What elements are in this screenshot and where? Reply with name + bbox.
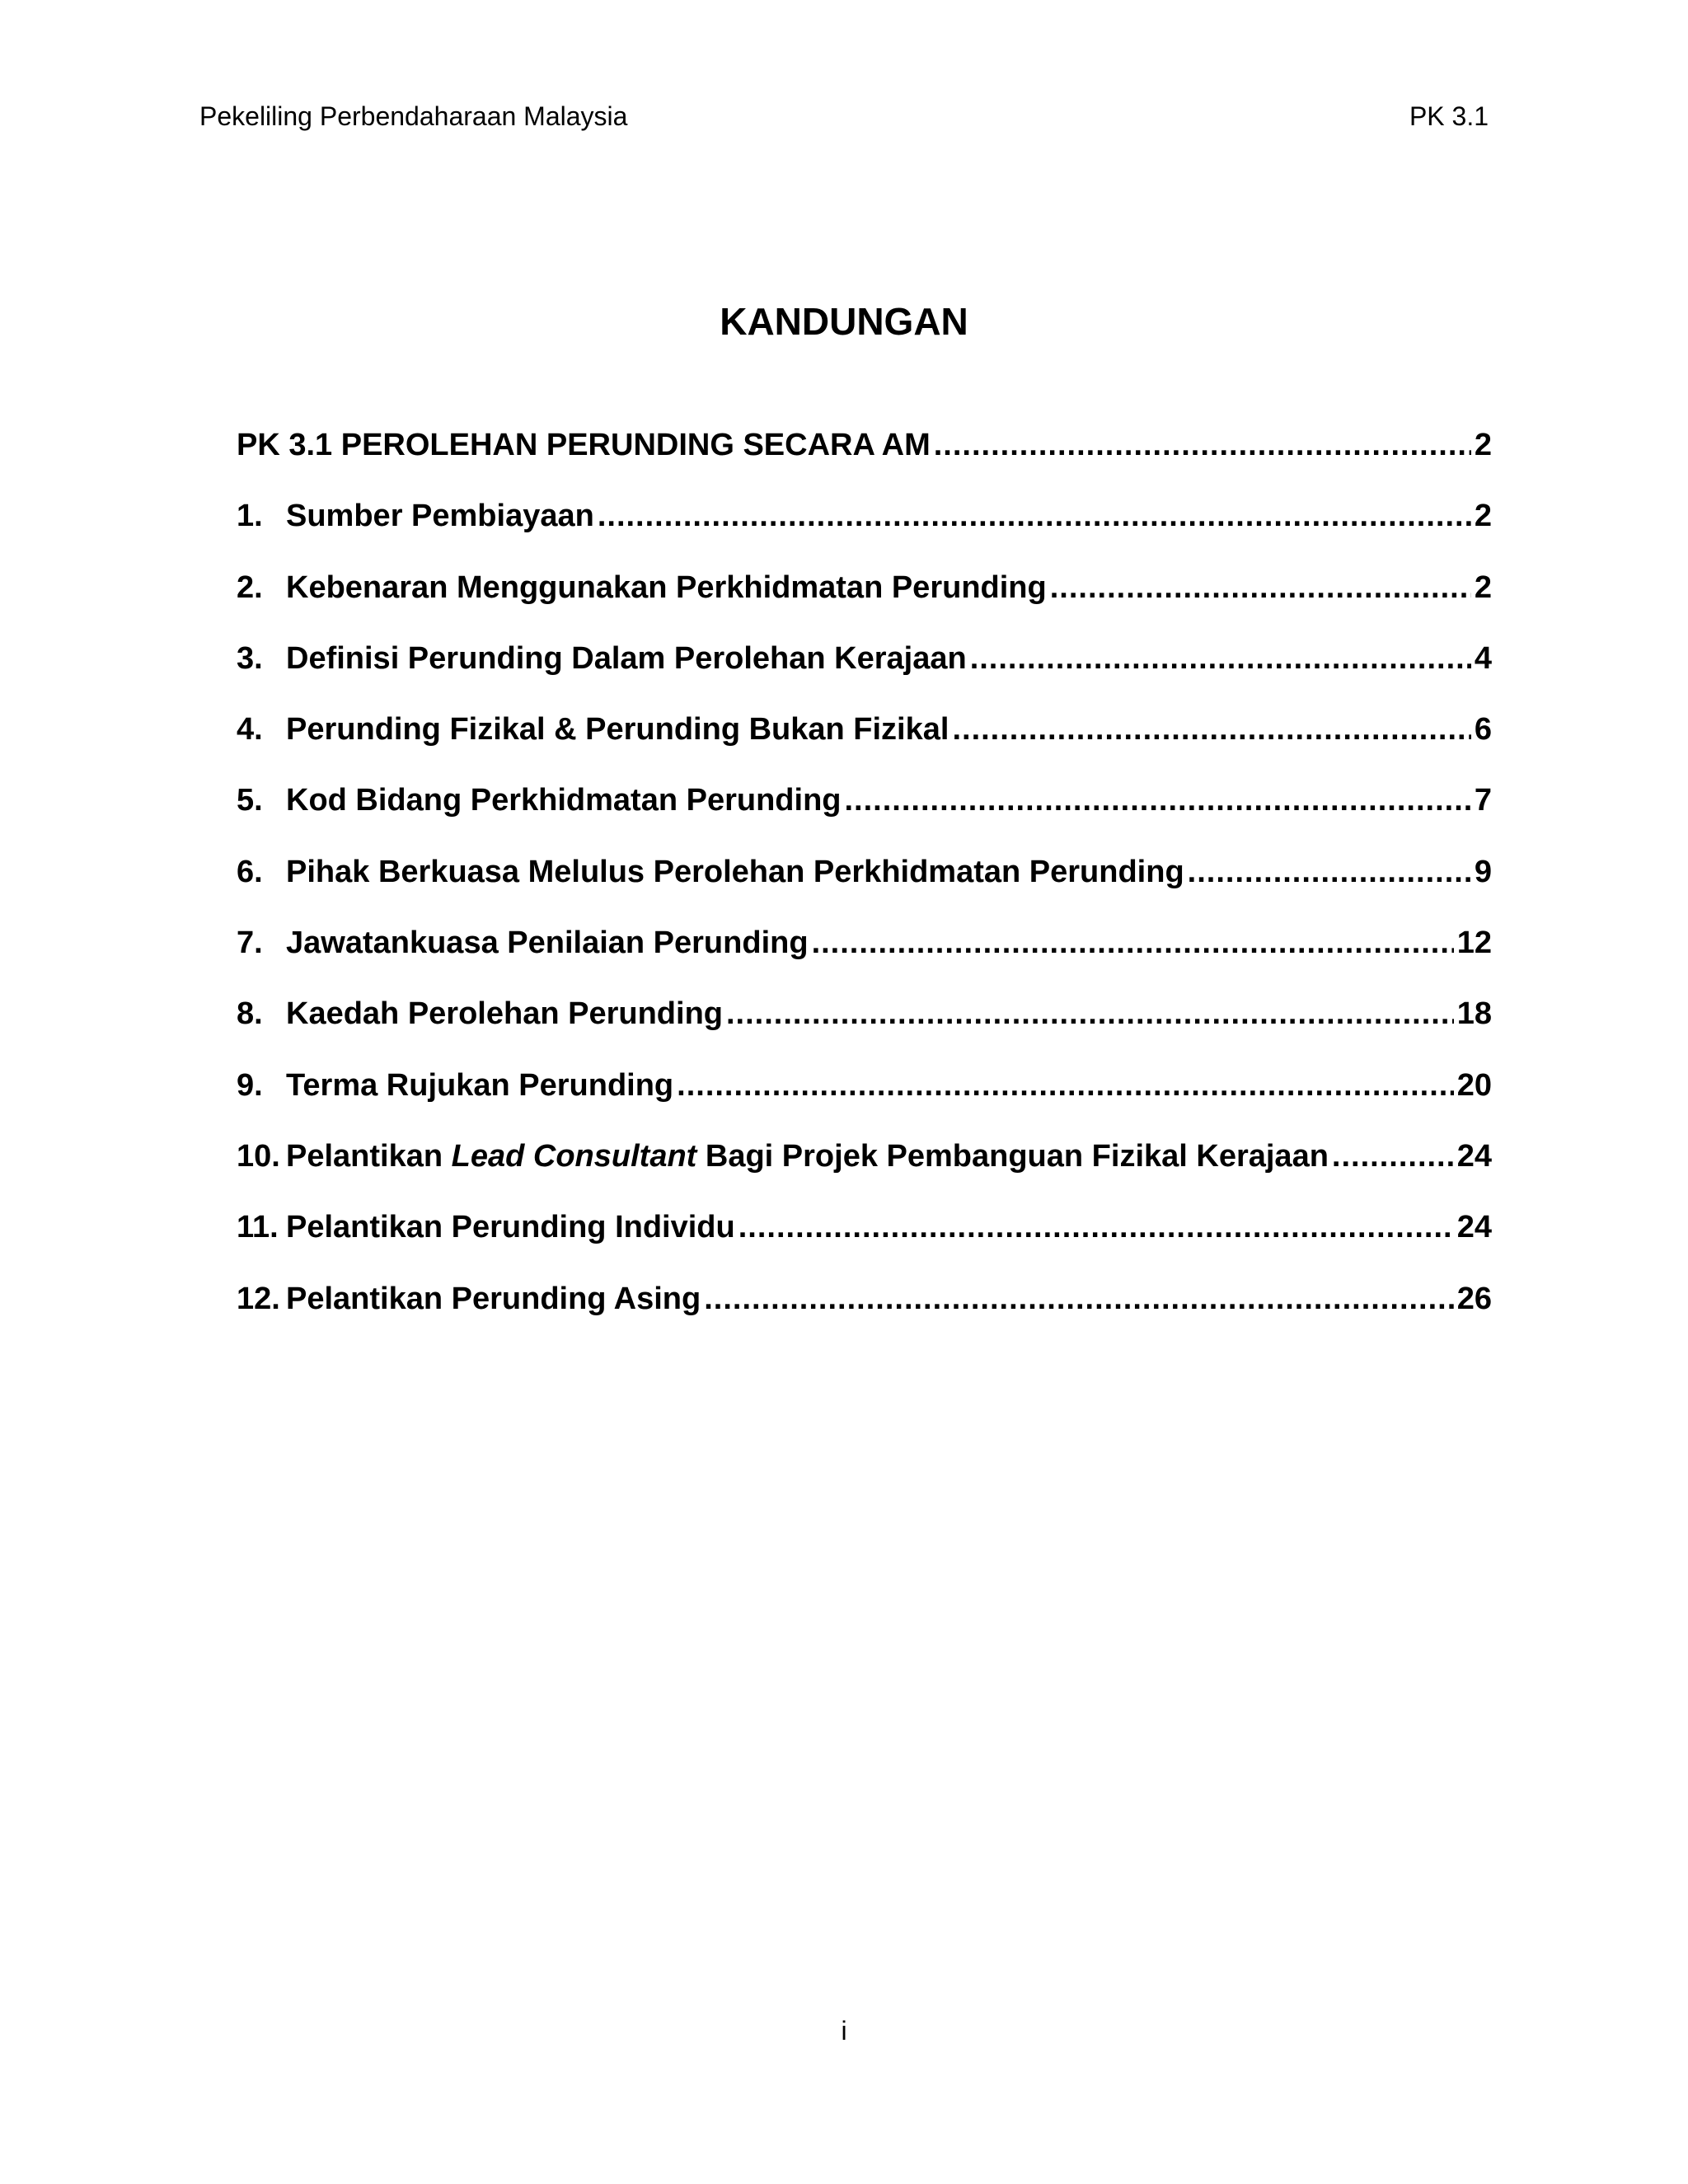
toc-entry-label: Perunding Fizikal & Perunding Bukan Fizikal [286, 712, 950, 748]
toc-leader-dots [738, 1201, 1454, 1254]
toc-entry-page: 26 [1456, 1281, 1492, 1316]
toc-entry[interactable] [237, 1059, 1492, 1130]
toc-entry-label: Definisi Perunding Dalam Perolehan Kerajaan [286, 640, 967, 676]
toc-entry-label: PK 3.1 PEROLEHAN PERUNDING SECARA AM [237, 428, 931, 462]
toc-entry-number: 1. [237, 499, 263, 534]
toc-entry-number: 11. [237, 1210, 279, 1245]
toc-entry-page: 12 [1456, 926, 1492, 961]
toc-entry-page: 20 [1456, 1067, 1492, 1103]
toc-leader-dots [1050, 561, 1471, 614]
toc-entry-number: 9. [237, 1067, 263, 1103]
toc-entry-page: 2 [1474, 569, 1492, 605]
toc-entry-label: Kaedah Perolehan Perunding [286, 996, 723, 1032]
toc-label-part: Pelantikan [286, 1138, 452, 1174]
toc-entry[interactable] [237, 987, 1492, 1058]
toc-entry[interactable] [237, 1130, 1492, 1201]
page-title: KANDUNGAN [720, 300, 968, 343]
toc-entry-page: 6 [1474, 712, 1492, 748]
toc-entry-number: 12. [237, 1281, 280, 1316]
toc-entry-label: Pelantikan Perunding Individu [286, 1210, 735, 1245]
toc-entry-page: 2 [1474, 499, 1492, 534]
toc-entry[interactable] [237, 703, 1492, 774]
toc-entry-number: 7. [237, 926, 263, 961]
toc-entry[interactable] [237, 1201, 1492, 1272]
toc-entry-label: Terma Rujukan Perunding [286, 1067, 674, 1103]
running-header-title: Pekeliling Perbendaharaan Malaysia [199, 101, 628, 131]
toc-leader-dots [845, 774, 1471, 827]
toc-entry-number: 2. [237, 569, 263, 605]
toc-entry[interactable] [237, 1272, 1492, 1343]
toc-entry[interactable] [237, 916, 1492, 987]
page-number: i [841, 2016, 847, 2046]
toc-entry-number: 6. [237, 854, 263, 889]
toc-leader-dots [598, 490, 1471, 542]
toc-entry-page: 24 [1456, 1138, 1492, 1174]
toc-leader-dots [1188, 846, 1471, 898]
toc-entry-number: 3. [237, 640, 263, 676]
toc-entry-page: 9 [1474, 854, 1492, 889]
toc-leader-dots [704, 1272, 1453, 1325]
toc-entry-label: Jawatankuasa Penilaian Perunding [286, 926, 809, 961]
toc-entry-page: 2 [1474, 428, 1492, 462]
toc-leader-dots [812, 916, 1454, 969]
toc-entry-number: 5. [237, 783, 263, 818]
toc-entry-label: Kebenaran Menggunakan Perkhidmatan Perunding [286, 569, 1047, 605]
toc-entry-main[interactable] [237, 419, 1492, 490]
toc-label-italic-part: Lead Consultant [451, 1138, 697, 1174]
table-of-contents [237, 419, 1492, 1343]
toc-entry-number: 10. [237, 1138, 280, 1174]
toc-entry-page: 4 [1474, 640, 1492, 676]
toc-entry-label: Pelantikan Perunding Asing [286, 1281, 701, 1316]
toc-entry-label [286, 1130, 1329, 1183]
toc-leader-dots [726, 987, 1454, 1040]
toc-entry[interactable] [237, 490, 1492, 560]
toc-entry-page: 18 [1456, 996, 1492, 1032]
toc-entry[interactable] [237, 561, 1492, 632]
toc-label-part: Bagi Projek Pembanguan Fizikal Kerajaan [696, 1138, 1329, 1174]
toc-leader-dots [970, 632, 1471, 685]
toc-leader-dots [934, 419, 1471, 471]
toc-leader-dots [677, 1059, 1454, 1112]
toc-entry[interactable] [237, 632, 1492, 703]
toc-leader-dots [952, 703, 1470, 756]
toc-entry-label: Pihak Berkuasa Melulus Perolehan Perkhidmatan Perunding [286, 854, 1184, 889]
toc-entry[interactable] [237, 846, 1492, 916]
toc-entry-number: 4. [237, 712, 263, 748]
running-header-code: PK 3.1 [1409, 101, 1489, 131]
toc-entry-page: 24 [1456, 1210, 1492, 1245]
toc-entry-label: Sumber Pembiayaan [286, 499, 594, 534]
toc-entry-label: Kod Bidang Perkhidmatan Perunding [286, 783, 842, 818]
toc-entry[interactable] [237, 774, 1492, 845]
toc-leader-dots [1332, 1130, 1454, 1183]
toc-entry-page: 7 [1474, 783, 1492, 818]
toc-entry-number: 8. [237, 996, 263, 1032]
